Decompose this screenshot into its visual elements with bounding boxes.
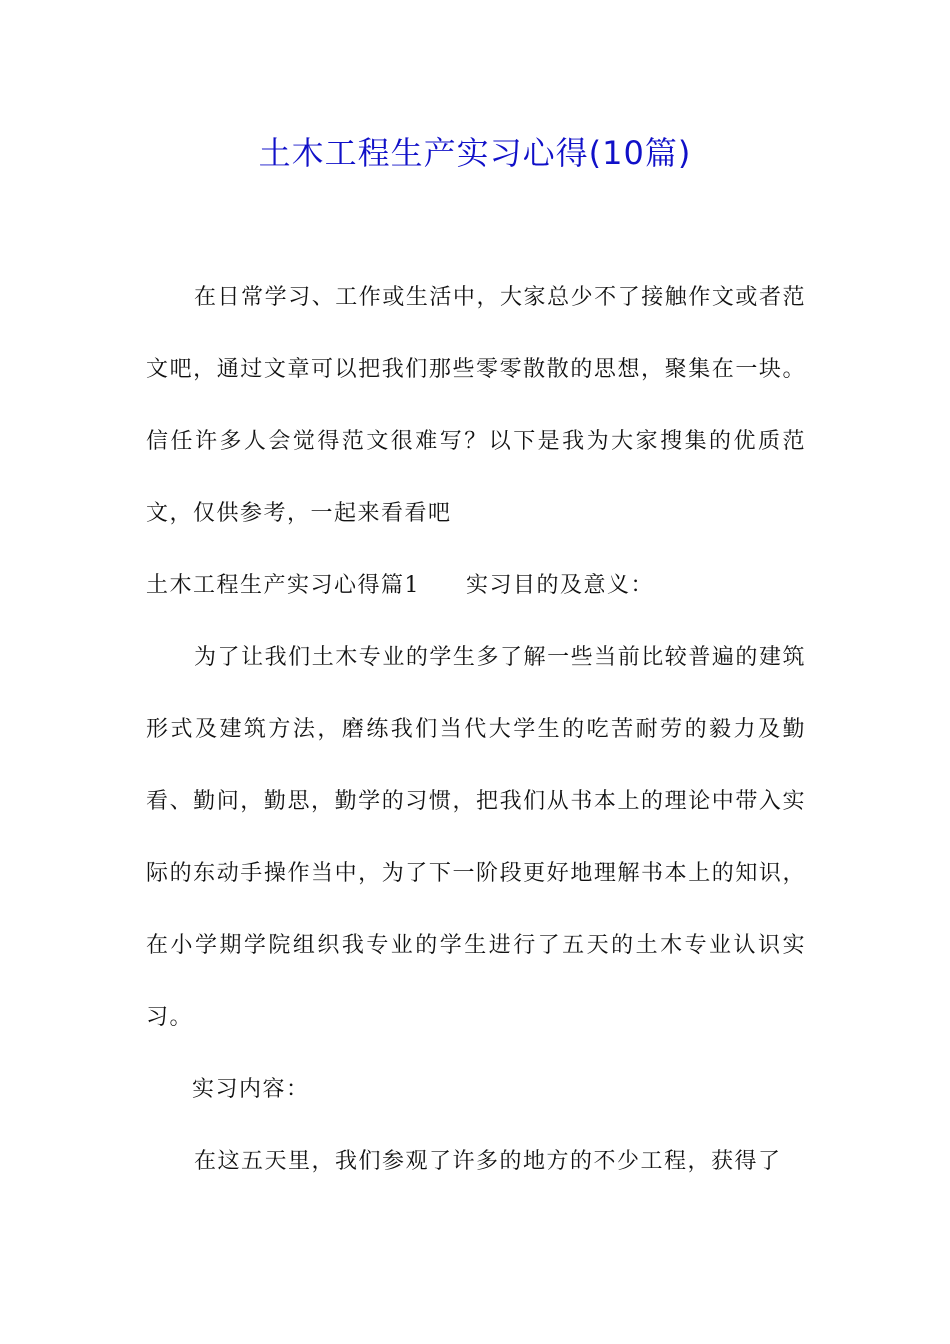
section-subheading: 实习目的及意义： bbox=[466, 573, 655, 598]
section-heading-line bbox=[146, 550, 806, 622]
content-label: 实习内容： bbox=[192, 1077, 310, 1102]
document-title: 土木工程生产实习心得(10篇) bbox=[258, 134, 692, 172]
content-paragraph: 在这五天里，我们参观了许多的地方的不少工程，获得了 bbox=[194, 1149, 782, 1174]
section-heading: 土木工程生产实习心得篇1 bbox=[146, 573, 420, 598]
document-body bbox=[146, 262, 806, 1198]
purpose-paragraph: 为了让我们土木专业的学生多了解一些当前比较普遍的建筑形式及建筑方法，磨练我们当代大学生的吃苦耐劳的毅力及勤看、勤问，勤思，勤学的习惯，把我们从书本上的理论中带入实际的东动手操作当中，为了下一阶段更好地理解书本上的知识，在小学期学院组织我专业的学生进行了五天的土木专业认识实习。 bbox=[146, 645, 806, 1030]
intro-paragraph: 在日常学习、工作或生活中，大家总少不了接触作文或者范文吧，通过文章可以把我们那些零零散散的思想，聚集在一块。信任许多人会觉得范文很难写？以下是我为大家搜集的优质范文，仅供参考，一起来看看吧 bbox=[146, 285, 806, 526]
